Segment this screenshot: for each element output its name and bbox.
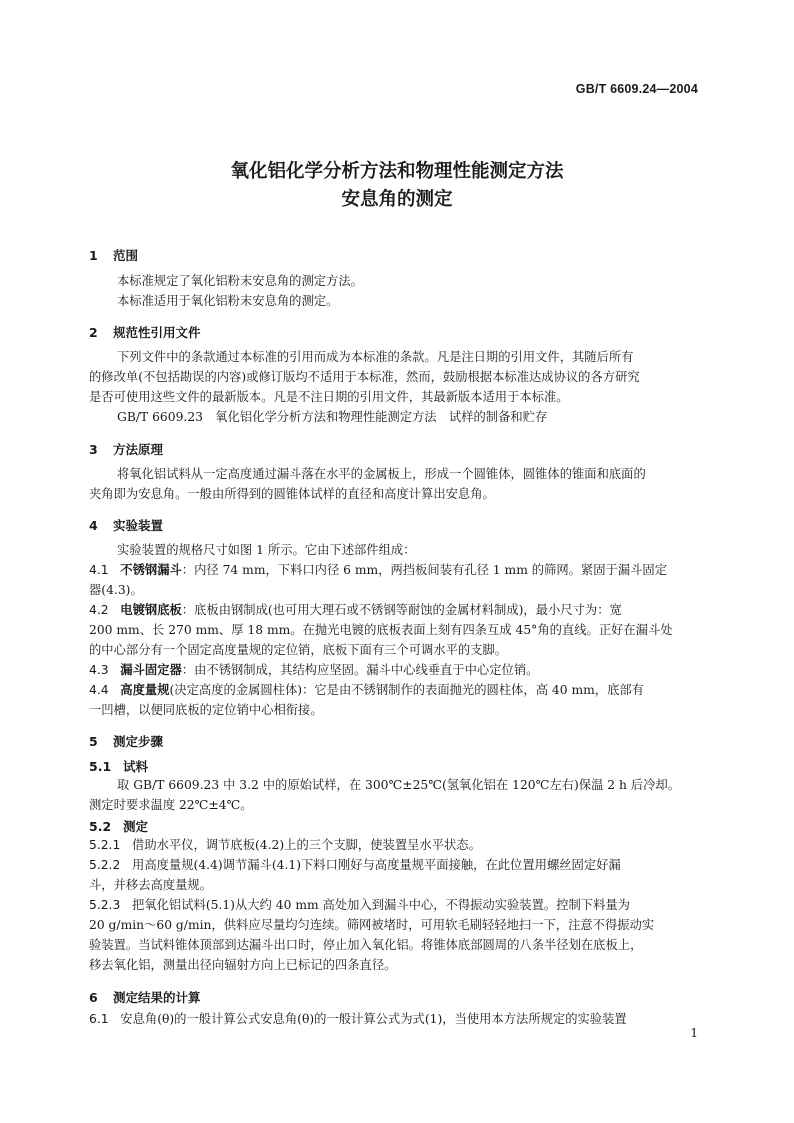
paragraph-line: 实验装置的规格尺寸如图 1 所示。它由下述部件组成： xyxy=(117,543,416,557)
clause-4-4: 4.4 高度量规(决定高度的金属圆柱体)：它是由不锈钢制作的表面抛光的圆柱体，高 40 mm，底部有 xyxy=(89,683,644,697)
paragraph-line: 本标准规定了氧化铝粉末安息角的测定方法。 xyxy=(117,274,363,288)
paragraph-line: 是否可使用这些文件的最新版本。凡是不注日期的引用文件，其最新版本适用于本标准。 xyxy=(89,390,569,404)
paragraph-line: 下列文件中的条款通过本标准的引用而成为本标准的条款。凡是注日期的引用文件，其随后所有 xyxy=(117,350,634,364)
paragraph-line: 20 g/min～60 g/min，供料应尽量均匀连续。筛网被堵时，可用软毛刷轻轻地扫一下，注意不得振动实 xyxy=(89,918,655,932)
clause-6-1: 6.1 安息角(θ)的一般计算公式安息角(θ)的一般计算公式为式(1)，当使用本方法所规定的实验装置 xyxy=(89,1012,627,1026)
section-heading: 5 测定步骤 xyxy=(89,734,164,749)
paragraph-line: 一凹槽，以便同底板的定位销中心相衔接。 xyxy=(89,703,323,717)
paragraph-line: 夹角即为安息角。一般由所得到的圆锥体试样的直径和高度计算出安息角。 xyxy=(89,487,495,501)
reference-line: GB/T 6609.23 氧化铝化学分析方法和物理性能测定方法 试样的制备和贮存 xyxy=(117,410,548,424)
clause-5-2-2: 5.2.2 用高度量规(4.4)调节漏斗(4.1)下料口刚好与高度量规平面接触，在此位置用螺丝固定好漏 xyxy=(89,858,621,872)
clause-5-2-3: 5.2.3 把氧化铝试料(5.1)从大约 40 mm 高处加入到漏斗中心，不得振动实验装置。控制下料量为 xyxy=(89,898,630,912)
paragraph-line: 取 GB/T 6609.23 中 3.2 中的原始试样，在 300℃±25℃(氢氧化铝在 120℃左右)保温 2 h 后冷却。 xyxy=(117,778,681,792)
subsection-heading: 5.1 试料 xyxy=(89,759,149,774)
page-number: 1 xyxy=(690,1026,698,1040)
paragraph-line: 的修改单(不包括勘误的内容)或修订版均不适用于本标准，然而，鼓励根据本标准达成协议的各方研究 xyxy=(89,370,640,384)
document-title: 氧化铝化学分析方法和物理性能测定方法 xyxy=(230,161,564,182)
paragraph-line: 验装置。当试料锥体顶部到达漏斗出口时，停止加入氧化铝。将锥体底部圆周的八条半径划在底板上， xyxy=(89,938,643,952)
paragraph-line: 的中心部分有一个固定高度量规的定位销，底板下面有三个可调水平的支脚。 xyxy=(89,643,508,657)
document-subtitle: 安息角的测定 xyxy=(341,189,453,210)
section-heading: 4 实验装置 xyxy=(89,518,164,533)
subsection-heading: 5.2 测定 xyxy=(89,819,149,834)
section-heading: 2 规范性引用文件 xyxy=(89,325,201,340)
paragraph-line: 测定时要求温度 22℃±4℃。 xyxy=(89,798,253,812)
clause-5-2-1: 5.2.1 借助水平仪，调节底板(4.2)上的三个支脚，使装置呈水平状态。 xyxy=(89,838,481,852)
paragraph-line: 将氧化铝试料从一定高度通过漏斗落在水平的金属板上，形成一个圆锥体，圆锥体的锥面和底面的 xyxy=(117,467,646,481)
paragraph-line: 本标准适用于氧化铝粉末安息角的测定。 xyxy=(117,294,339,308)
clause-4-1: 4.1 不锈钢漏斗：内径 74 mm，下料口内径 6 mm，两挡板间装有孔径 1 mm 的筛网。紧固于漏斗固定 xyxy=(89,563,668,577)
paragraph-line: 移去氧化铝，测量出径向辐射方向上已标记的四条直径。 xyxy=(89,958,397,972)
section-heading: 6 测定结果的计算 xyxy=(89,990,201,1005)
clause-4-2: 4.2 电镀钢底板：底板由钢制成(也可用大理石或不锈钢等耐蚀的金属材料制成)，最小尺寸为：宽 xyxy=(89,603,622,617)
standard-code: GB/T 6609.24—2004 xyxy=(575,82,698,96)
clause-4-3: 4.3 漏斗固定器：由不锈钢制成，其结构应坚固。漏斗中心线垂直于中心定位销。 xyxy=(89,663,539,677)
paragraph-line: 器(4.3)。 xyxy=(89,583,143,597)
section-heading: 1 范围 xyxy=(89,248,139,263)
section-heading: 3 方法原理 xyxy=(89,442,164,457)
paragraph-line: 200 mm、长 270 mm、厚 18 mm。在抛光电镀的底板表面上刻有四条互成 45°角的直线。正好在漏斗处 xyxy=(89,623,673,637)
paragraph-line: 斗，并移去高度量规。 xyxy=(89,878,212,892)
